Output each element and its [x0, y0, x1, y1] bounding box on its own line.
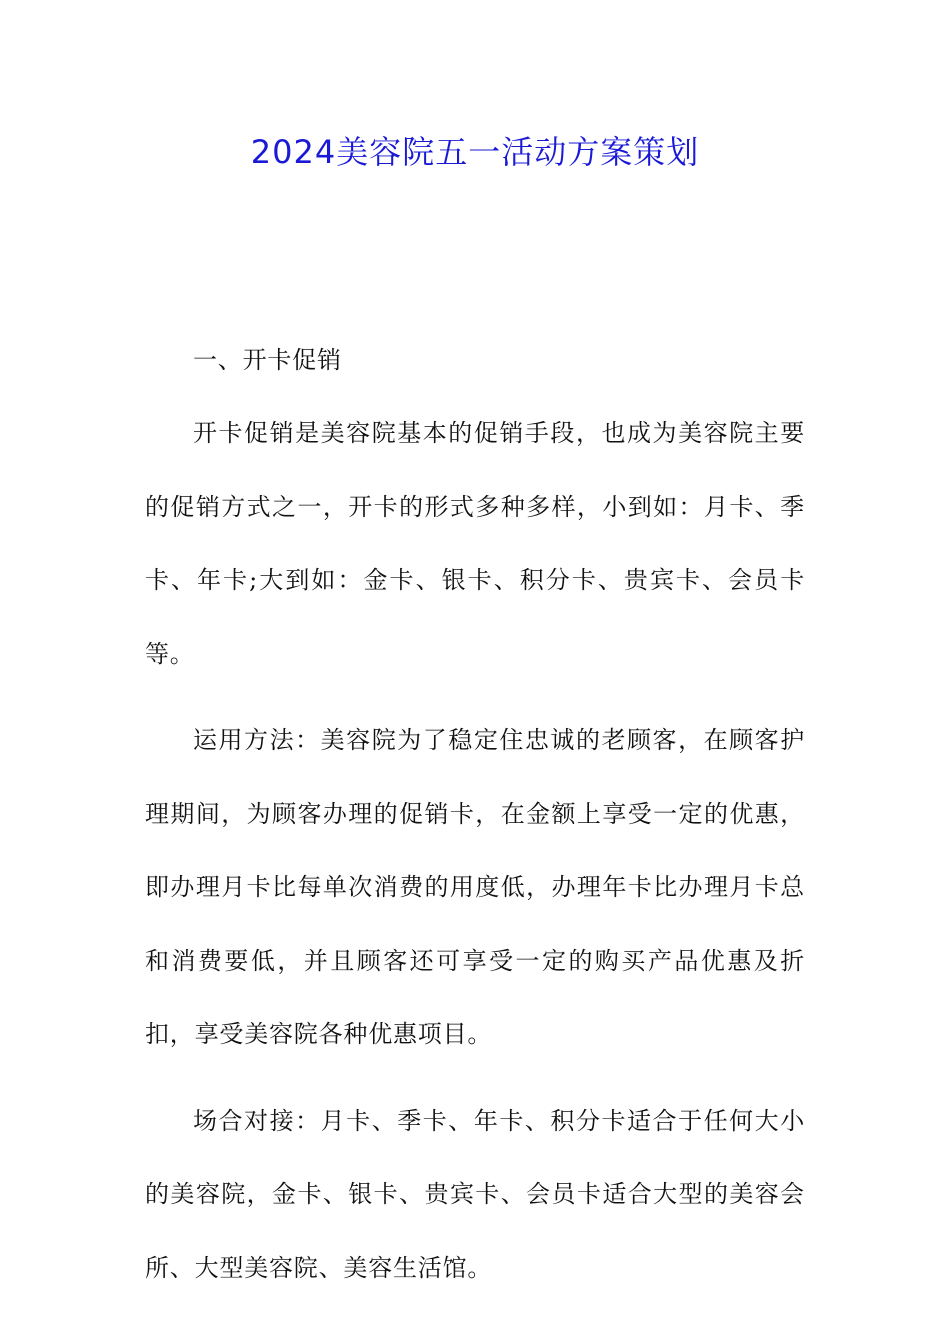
paragraph-card-promotion: 开卡促销是美容院基本的促销手段，也成为美容院主要的促销方式之一，开卡的形式多种多样，小到如：月卡、季卡、年卡;大到如：金卡、银卡、积分卡、贵宾卡、会员卡等。	[145, 419, 805, 668]
document-title: 2024美容院五一活动方案策划	[250, 133, 700, 171]
paragraph-applicable-venues: 场合对接：月卡、季卡、年卡、积分卡适合于任何大小的美容院，金卡、银卡、贵宾卡、会员卡适合大型的美容会所、大型美容院、美容生活馆。	[145, 1106, 805, 1282]
document-body	[145, 336, 805, 1330]
paragraph-usage-method: 运用方法：美容院为了稳定住忠诚的老顾客，在顾客护理期间，为顾客办理的促销卡，在金额上享受一定的优惠，即办理月卡比每单次消费的用度低，办理年卡比办理月卡总和消费要低，并且顾客还可享受一定的购买产品优惠及折扣，享受美容院各种优惠项目。	[145, 726, 805, 1048]
section-heading: 一、开卡促销	[193, 346, 342, 374]
